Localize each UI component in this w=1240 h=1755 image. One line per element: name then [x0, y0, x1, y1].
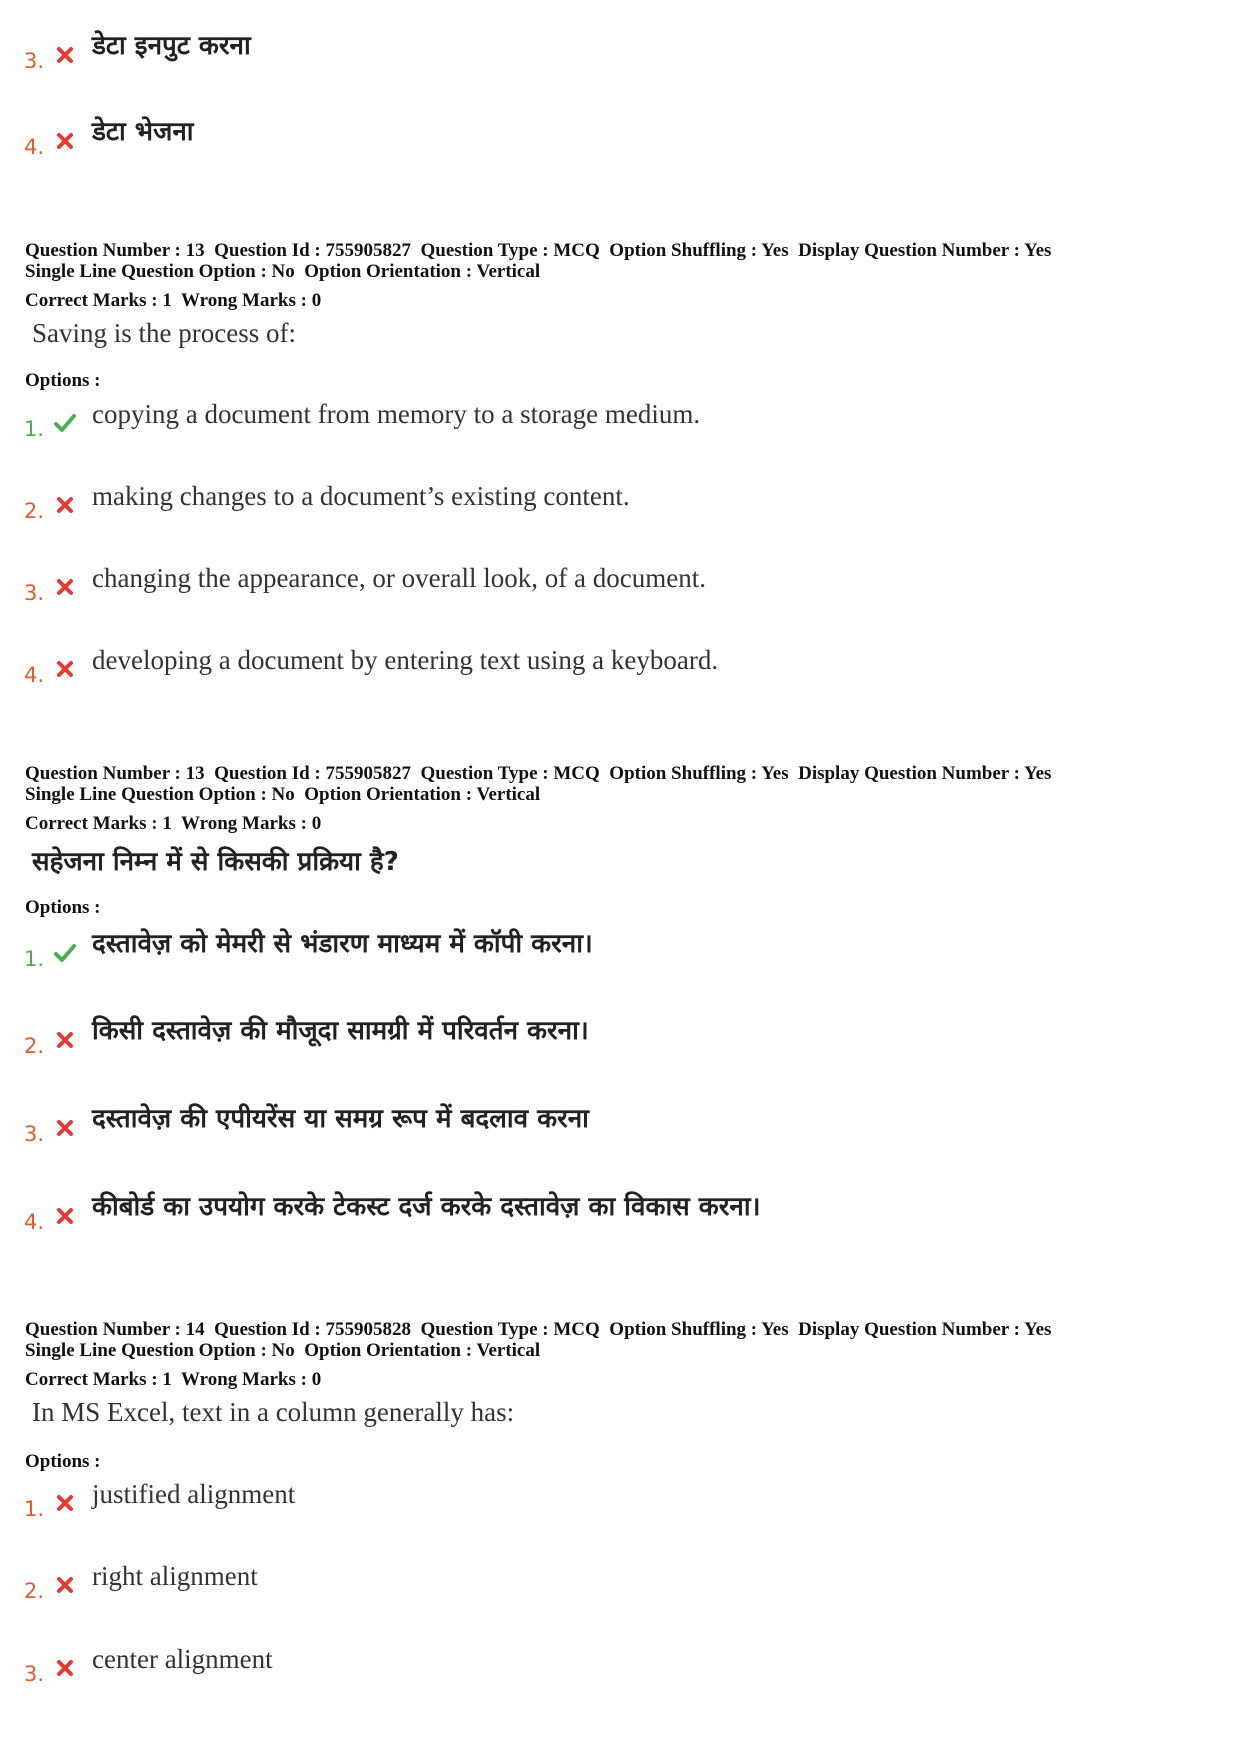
- wrong-cross-icon: [54, 1205, 76, 1227]
- options-label: Options :: [25, 370, 101, 391]
- question-text: सहेजना निम्न में से किसकी प्रक्रिया है?: [32, 847, 399, 877]
- wrong-cross-icon: [54, 1117, 76, 1139]
- wrong-cross-icon: [54, 1574, 76, 1596]
- question-meta-line: Single Line Question Option : No Option Orientation : Vertical: [25, 1340, 541, 1361]
- option-text: डेटा भेजना: [92, 117, 194, 147]
- correct-check-icon: [54, 942, 76, 964]
- option-row: [24, 1480, 1204, 1520]
- option-text: developing a document by entering text using a keyboard.: [92, 645, 719, 675]
- wrong-cross-icon: [54, 1657, 76, 1679]
- option-text: दस्तावेज़ की एपीयरेंस या समग्र रूप में बदलाव करना: [92, 1104, 589, 1134]
- option-row: [24, 32, 1204, 72]
- option-number: 2.: [24, 1579, 45, 1603]
- option-row: [24, 1193, 1204, 1233]
- question-marks: Correct Marks : 1 Wrong Marks : 0: [25, 813, 322, 834]
- option-number: 3.: [24, 581, 45, 605]
- option-text: copying a document from memory to a storage medium.: [92, 399, 701, 429]
- option-text: justified alignment: [92, 1479, 296, 1509]
- wrong-cross-icon: [54, 1492, 76, 1514]
- option-row: [24, 930, 1204, 970]
- option-text: center alignment: [92, 1644, 273, 1674]
- option-row: [24, 564, 1204, 604]
- question-text: In MS Excel, text in a column generally has:: [32, 1397, 515, 1427]
- option-text: making changes to a document’s existing content.: [92, 481, 630, 511]
- options-label: Options :: [25, 1451, 101, 1472]
- option-number: 2.: [24, 499, 45, 523]
- option-row: [24, 400, 1204, 440]
- question-meta-line: Single Line Question Option : No Option Orientation : Vertical: [25, 261, 541, 282]
- correct-check-icon: [54, 412, 76, 434]
- wrong-cross-icon: [54, 658, 76, 680]
- option-text: किसी दस्तावेज़ की मौजूदा सामग्री में परिवर्तन करना।: [92, 1016, 589, 1046]
- wrong-cross-icon: [54, 494, 76, 516]
- option-row: [24, 1562, 1204, 1602]
- option-row: [24, 1105, 1204, 1145]
- question-marks: Correct Marks : 1 Wrong Marks : 0: [25, 290, 322, 311]
- option-row: [24, 118, 1204, 158]
- option-text: right alignment: [92, 1561, 258, 1591]
- question-meta-line: Single Line Question Option : No Option Orientation : Vertical: [25, 784, 541, 805]
- question-meta-line: Question Number : 13 Question Id : 755905827 Question Type : MCQ Option Shuffling : Yes Display Question Number : Yes: [25, 763, 1052, 784]
- wrong-cross-icon: [54, 1029, 76, 1051]
- option-number: 4.: [24, 1210, 45, 1234]
- option-row: [24, 1017, 1204, 1057]
- option-number: 2.: [24, 1034, 45, 1058]
- option-text: डेटा इनपुट करना: [92, 31, 251, 61]
- option-number: 3.: [24, 49, 45, 73]
- question-meta-line: Question Number : 14 Question Id : 755905828 Question Type : MCQ Option Shuffling : Yes Display Question Number : Yes: [25, 1319, 1052, 1340]
- option-number: 1.: [24, 417, 45, 441]
- option-number: 4.: [24, 135, 45, 159]
- option-number: 1.: [24, 947, 45, 971]
- option-text: कीबोर्ड का उपयोग करके टेकस्ट दर्ज करके दस्तावेज़ का विकास करना।: [92, 1192, 761, 1222]
- options-label: Options :: [25, 897, 101, 918]
- option-number: 1.: [24, 1497, 45, 1521]
- option-row: [24, 482, 1204, 522]
- option-number: 4.: [24, 663, 45, 687]
- option-number: 3.: [24, 1662, 45, 1686]
- option-text: changing the appearance, or overall look, of a document.: [92, 563, 706, 593]
- wrong-cross-icon: [54, 576, 76, 598]
- question-meta-line: Question Number : 13 Question Id : 755905827 Question Type : MCQ Option Shuffling : Yes Display Question Number : Yes: [25, 240, 1052, 261]
- wrong-cross-icon: [54, 130, 76, 152]
- option-row: [24, 646, 1204, 686]
- option-row: [24, 1645, 1204, 1685]
- wrong-cross-icon: [54, 44, 76, 66]
- option-text: दस्तावेज़ को मेमरी से भंडारण माध्यम में कॉपी करना।: [92, 929, 593, 959]
- option-number: 3.: [24, 1122, 45, 1146]
- question-marks: Correct Marks : 1 Wrong Marks : 0: [25, 1369, 322, 1390]
- question-text: Saving is the process of:: [32, 318, 296, 348]
